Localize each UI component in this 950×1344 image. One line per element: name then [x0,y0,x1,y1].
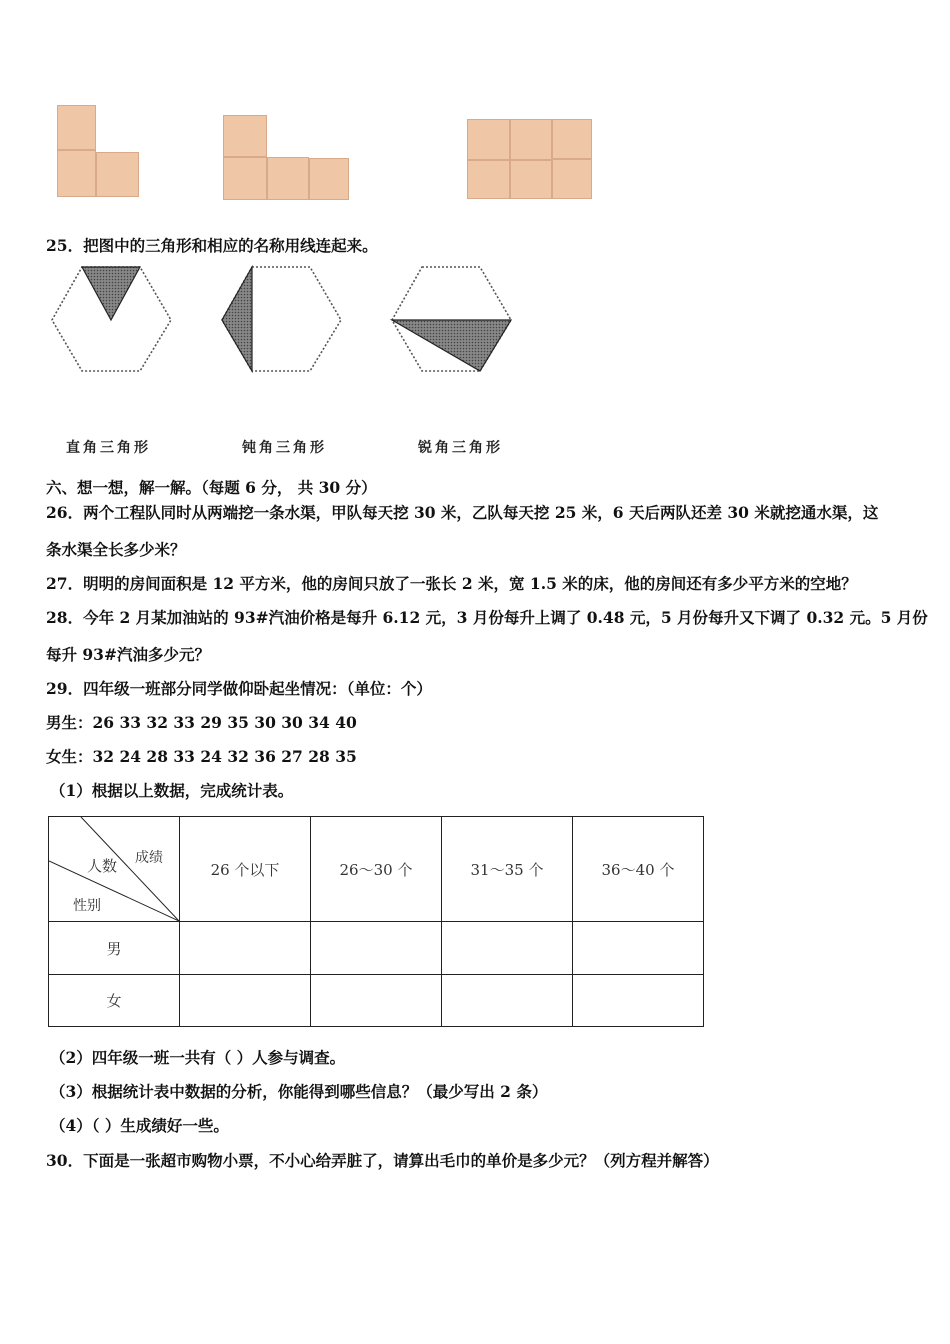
question-27: 27．明明的房间面积是 12 平方米，他的房间只放了一张长 2 米，宽 1.5 米的床，他的房间还有多少平方米的空地？ [46,574,857,593]
q29-sub1: （1）根据以上数据，完成统计表。 [50,781,294,800]
corner-score-label: 成绩 [135,850,163,866]
question-29-intro: 29．四年级一班部分同学做仰卧起坐情况：（单位：个） [46,679,432,698]
label-right-triangle: 直角三角形 [66,440,151,456]
table-header: 26 个以下 [180,817,311,922]
question-28-line1: 28．今年 2 月某加油站的 93#汽油价格是每升 6.12 元，3 月份每升上调了 0.48 元，5 月份每升又下调了 0.32 元。5 月份 [46,608,928,627]
hexagon-2 [222,267,341,371]
row-label-girls: 女 [49,975,180,1027]
q29-sub2: （2）四年级一班一共有（ ）人参与调查。 [50,1048,346,1067]
boys-data: 男生：26 33 32 33 29 35 30 30 34 40 [46,713,357,732]
question-26-line2: 条水渠全长多少米？ [46,540,186,559]
girls-data: 女生：32 24 28 33 24 32 36 27 28 35 [46,747,357,766]
label-obtuse-triangle: 钝角三角形 [242,440,327,456]
table-cell[interactable] [442,975,573,1027]
corner-gender-label: 性别 [73,898,101,914]
row-label-boys: 男 [49,922,180,975]
hexagon-1 [52,267,171,371]
hexagon-3 [392,267,511,371]
table-cell[interactable] [311,922,442,975]
q29-sub4: （4）（ ）生成绩好一些。 [50,1116,229,1135]
q29-sub3: （3）根据统计表中数据的分析，你能得到哪些信息？（最少写出 2 条） [50,1082,548,1101]
table-cell[interactable] [573,975,704,1027]
table-cell[interactable] [311,975,442,1027]
table-corner-cell [49,817,180,922]
question-26-line1: 26．两个工程队同时从两端挖一条水渠，甲队每天挖 30 米，乙队每天挖 25 米，6 天后两队还差 30 米就挖通水渠，这 [46,503,879,522]
table-cell[interactable] [180,975,311,1027]
table-header: 26～30 个 [311,817,442,922]
table-row-boys [49,922,704,975]
label-acute-triangle: 锐角三角形 [418,440,503,456]
table-row-girls [49,975,704,1027]
corner-count-label: 人数 [87,857,118,875]
question-28-line2: 每升 93#汽油多少元？ [46,645,210,664]
section-6-heading: 六、想一想，解一解。（每题 6 分， 共 30 分） [46,478,377,497]
table-cell[interactable] [442,922,573,975]
hexagon-figures [0,260,540,380]
table-cell[interactable] [573,922,704,975]
table-header: 31～35 个 [442,817,573,922]
table-cell[interactable] [180,922,311,975]
statistics-table [48,816,704,1027]
question-30: 30．下面是一张超市购物小票，不小心给弄脏了，请算出毛巾的单价是多少元？（列方程并解答） [46,1151,719,1170]
table-header: 36～40 个 [573,817,704,922]
question-25: 25．把图中的三角形和相应的名称用线连起来。 [46,236,378,255]
